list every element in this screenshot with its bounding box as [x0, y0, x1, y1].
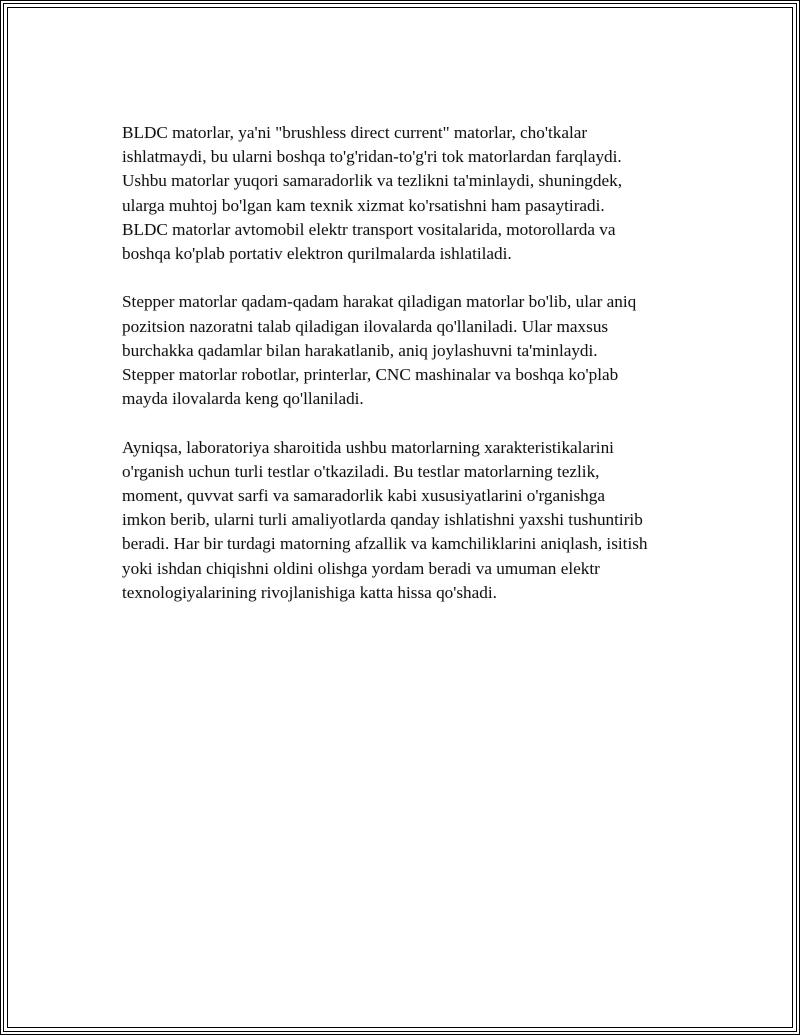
- text-line: o'rganish uchun turli testlar o'tkaziladi. Bu testlar matorlarning tezlik,: [122, 461, 600, 481]
- text-line: imkon berib, ularni turli amaliyotlarda qanday ishlatishni yaxshi tushuntirib: [122, 510, 643, 530]
- text-line: Ushbu matorlar yuqori samaradorlik va tezlikni ta'minlaydi, shuningdek,: [122, 171, 622, 191]
- text-line: Stepper matorlar robotlar, printerlar, CNC mashinalar va boshqa ko'plab: [122, 365, 619, 385]
- text-line: Ayniqsa, laboratoriya sharoitida ushbu matorlarning xarakteristikalarini: [122, 437, 614, 457]
- text-line: Stepper matorlar qadam-qadam harakat qiladigan matorlar bo'lib, ular aniq: [122, 292, 637, 312]
- text-line: boshqa ko'plab portativ elektron qurilmalarda ishlatiladi.: [122, 244, 512, 264]
- text-line: ularga muhtoj bo'lgan kam texnik xizmat ko'rsatishni ham pasaytiradi.: [122, 195, 605, 215]
- text-line: beradi. Har bir turdagi matorning afzallik va kamchiliklarini aniqlash, isitish: [122, 534, 648, 554]
- text-line: yoki ishdan chiqishni oldini olishga yordam beradi va umuman elektr: [122, 558, 600, 578]
- text-line: BLDC matorlar avtomobil elektr transport vositalarida, motorollarda va: [122, 219, 616, 239]
- text-line: BLDC matorlar, ya'ni "brushless direct current" matorlar, cho'tkalar: [122, 123, 588, 142]
- paragraph-stepper: [122, 290, 702, 411]
- text-line: ishlatmaydi, bu ularni boshqa to'g'ridan-to'g'ri tok matorlardan farqlaydi.: [122, 147, 622, 167]
- document-body: [122, 121, 702, 629]
- text-line: texnologiyalarining rivojlanishiga katta hissa qo'shadi.: [122, 582, 497, 602]
- paragraph-bldc: [122, 121, 702, 266]
- text-line: mayda ilovalarda keng qo'llaniladi.: [122, 389, 364, 409]
- paragraph-laboratory: [122, 436, 702, 605]
- text-line: pozitsion nazoratni talab qiladigan ilovalarda qo'llaniladi. Ular maxsus: [122, 316, 609, 336]
- text-line: moment, quvvat sarfi va samaradorlik kabi xususiyatlarini o'rganishga: [122, 486, 605, 506]
- text-line: burchakka qadamlar bilan harakatlanib, aniq joylashuvni ta'minlaydi.: [122, 340, 598, 360]
